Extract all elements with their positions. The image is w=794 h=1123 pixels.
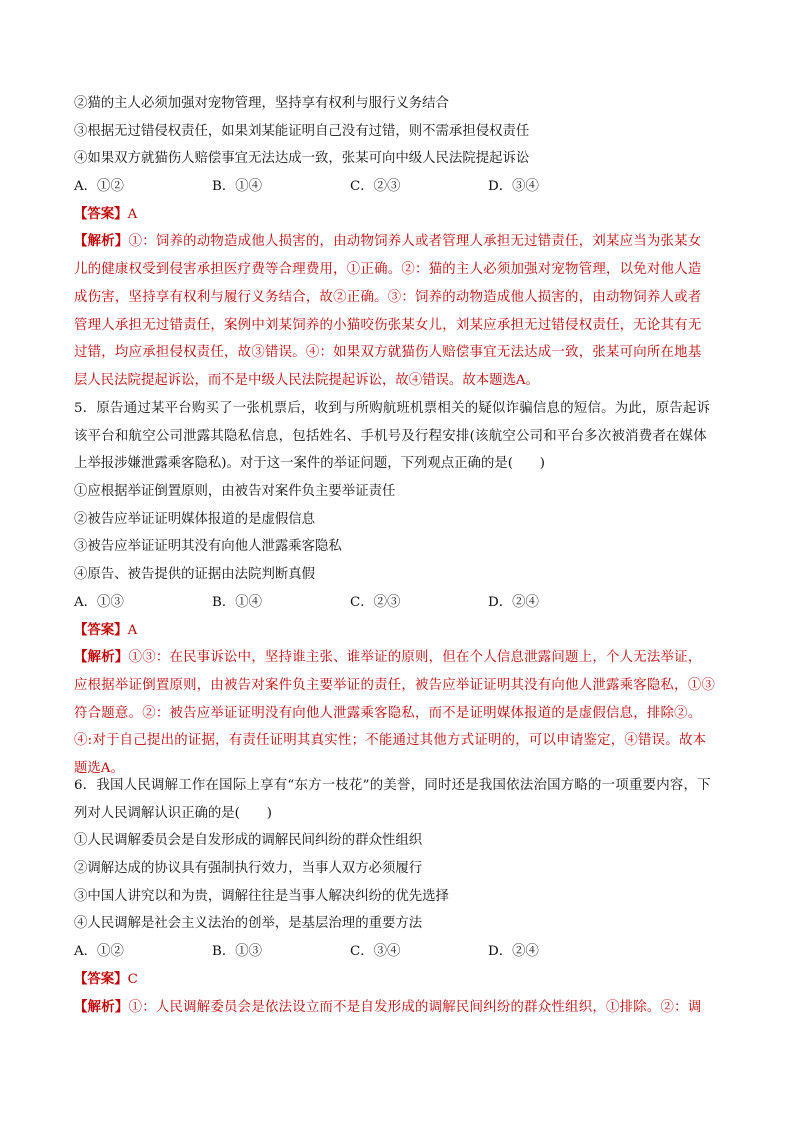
analysis-line — [74, 228, 724, 256]
analysis-line: ④:对于自己提出的证据，有责任证明其真实性；不能通过其他方式证明的，可以申请鉴定，④错误。故本 — [74, 733, 707, 749]
analysis-line — [74, 644, 724, 672]
option-a: A．①② — [74, 944, 124, 960]
analysis-text: ①：人民调解委员会是依法设立而不是自发形成的调解民间纠纷的群众性组织，①排除。②：调 — [128, 999, 702, 1015]
question-4 — [74, 90, 724, 395]
question-stem: 该平台和航空公司泄露其隐私信息，包括姓名、手机号及行程安排(该航空公司和平台多次被消费者在媒体 — [74, 428, 707, 444]
statement: ③中国人讲究以和为贵，调解往往是当事人解决纠纷的优先选择 — [74, 888, 449, 904]
answer-tag: 【答案】 — [74, 970, 128, 987]
answer-tag: 【答案】 — [74, 205, 128, 222]
question-stem: 上举报涉嫌泄露乘客隐私)。对于这一案件的举证问题，下列观点正确的是( ) — [74, 456, 545, 472]
statement: ②猫的主人必须加强对宠物管理，坚持享有权利与服行义务结合 — [74, 96, 449, 111]
analysis-tag: 【解析】 — [74, 649, 129, 666]
option-d: D．③④ — [488, 179, 539, 195]
analysis-line: 题选A。 — [74, 760, 124, 776]
question-6 — [74, 772, 724, 1021]
analysis-line: 符合题意。②：被告应举证证明没有向他人泄露乘客隐私，而不是证明媒体报道的是虚假信息，排除②。 — [74, 705, 702, 721]
statement: ④原告、被告提供的证据由法院判断真假 — [74, 567, 316, 583]
option-c: C．②③ — [350, 594, 401, 610]
option-b: B．①③ — [212, 944, 263, 960]
statement: ④如果双方就猫伤人赔偿事宜无法达成一致，张某可向中级人民法院提起诉讼 — [74, 151, 530, 167]
analysis-tag: 【解析】 — [74, 998, 129, 1015]
question-5 — [74, 395, 724, 783]
statement: ③根据无过错侵权责任，如果刘某能证明自己没有过错，则不需承担侵权责任 — [74, 123, 530, 139]
answer-tag: 【答案】 — [74, 621, 128, 638]
question-stem: 列对人民调解认识正确的是( ) — [74, 805, 272, 821]
statement: ②调解达成的协议具有强制执行效力，当事人双方必须履行 — [74, 861, 423, 877]
question-stem: 6．我国人民调解工作在国际上享有“东方一枝花”的美誉，同时还是我国依法治国方略的一项重要内容，下 — [74, 778, 711, 793]
analysis-line: 管理人承担无过错责任，案例中刘某饲养的小猫咬伤张某女儿，刘某应承担无过错侵权责任，无论其有无 — [74, 317, 702, 333]
analysis-line: 应根据举证倒置原则，由被告对案件负主要举证的责任，被告应举证证明其没有向他人泄露乘客隐私，①③ — [74, 677, 716, 693]
analysis-text: ①③：在民事诉讼中，坚持谁主张、谁举证的原则，但在个人信息泄露问题上，个人无法举证， — [128, 650, 702, 666]
answer-line — [74, 201, 724, 229]
analysis-text: ①：饲养的动物造成他人损害的，由动物饲养人或者管理人承担无过错责任，刘某应当为张某女 — [128, 234, 702, 250]
statement: ③被告应举证证明其没有向他人泄露乘客隐私 — [74, 539, 342, 555]
options-row — [74, 589, 724, 617]
analysis-line: 过错，均应承担侵权责任，故③错误。④：如果双方就猫伤人赔偿事宜无法达成一致，张某可向所在地基 — [74, 345, 702, 361]
statement: ①应根据举证倒置原则，由被告对案件负主要举证责任 — [74, 484, 396, 500]
option-c: C．②③ — [350, 179, 401, 195]
answer-value: C — [127, 971, 138, 987]
analysis-line: 儿的健康权受到侵害承担医疗费等合理费用，①正确。②：猫的主人必须加强对宠物管理，以免对他人造 — [74, 262, 702, 278]
answer-value: A — [127, 206, 138, 222]
option-b: B．①④ — [212, 179, 263, 195]
options-row — [74, 173, 724, 201]
option-a: A．①③ — [74, 594, 124, 610]
option-c: C．③④ — [350, 944, 401, 960]
question-stem: 5．原告通过某平台购买了一张机票后，收到与所购航班机票相关的疑似诈骗信息的短信。为此，原告起诉 — [74, 401, 711, 416]
statement: ①人民调解委员会是自发形成的调解民间纠纷的群众性组织 — [74, 833, 423, 849]
analysis-line — [74, 994, 724, 1022]
statement: ④人民调解是社会主义法治的创举，是基层治理的重要方法 — [74, 916, 423, 932]
analysis-line: 成伤害，坚持享有权利与履行义务结合，故②正确。③：饲养的动物造成他人损害的，由动物饲养人或者 — [74, 289, 702, 305]
option-d: D．②④ — [488, 594, 539, 610]
statement: ②被告应举证证明媒体报道的是虚假信息 — [74, 511, 316, 527]
option-d: D．②④ — [488, 944, 539, 960]
option-b: B．①④ — [212, 594, 263, 610]
option-a: A．①② — [74, 179, 124, 195]
analysis-line: 层人民法院提起诉讼，而不是中级人民法院提起诉讼，故④错误。故本题选A。 — [74, 372, 539, 388]
answer-value: A — [127, 622, 138, 638]
answer-line — [74, 617, 724, 645]
analysis-tag: 【解析】 — [74, 233, 129, 250]
answer-line — [74, 966, 724, 994]
options-row — [74, 938, 724, 966]
